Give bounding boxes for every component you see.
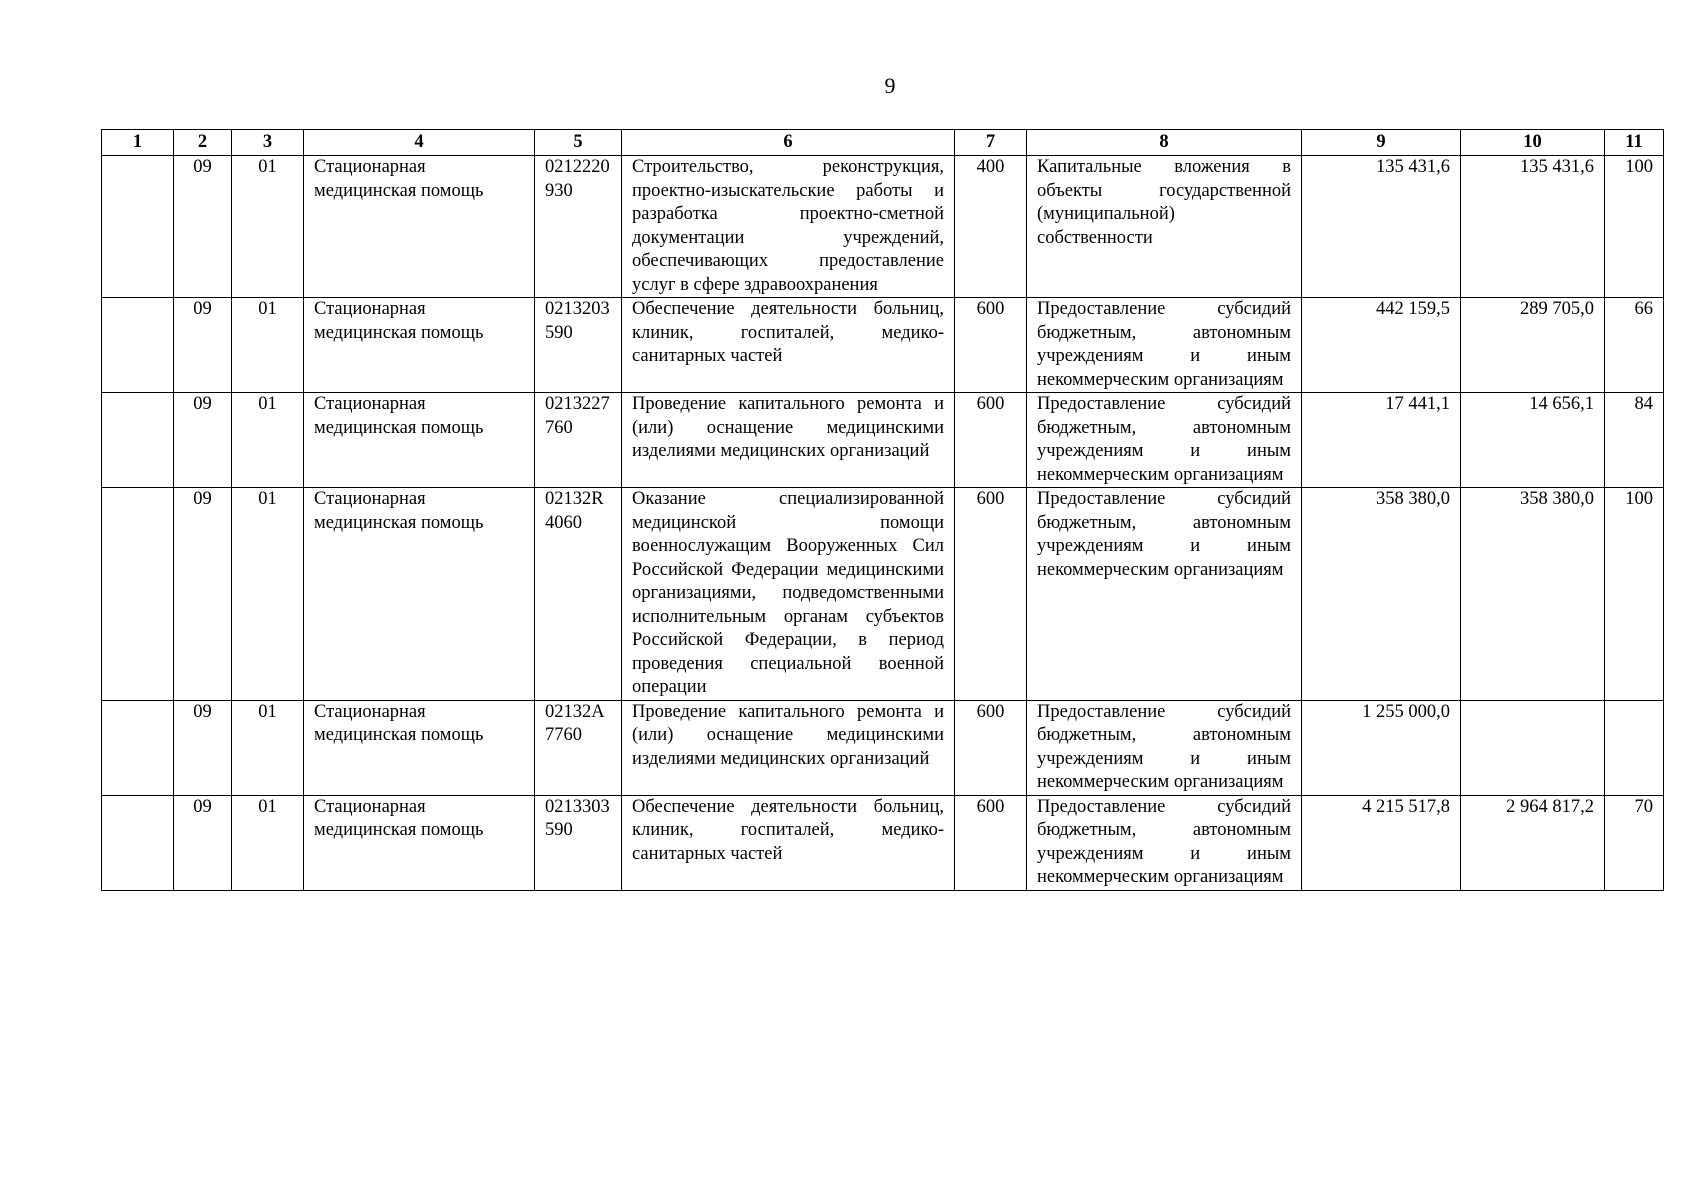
- column-header-7: 7: [955, 130, 1027, 156]
- percent-cell: [1605, 700, 1664, 795]
- column-header-2: 2: [174, 130, 232, 156]
- row-number-cell: [102, 156, 174, 298]
- column-header-8: 8: [1027, 130, 1302, 156]
- expense-type-cell: 600: [955, 795, 1027, 890]
- row-number-cell: [102, 795, 174, 890]
- column-header-1: 1: [102, 130, 174, 156]
- planned-amount-cell: 442 159,5: [1302, 298, 1461, 393]
- planned-amount-cell: 358 380,0: [1302, 488, 1461, 701]
- target-article-name-cell: Строительство, реконструкция, проектно-изыскательские работы и разработка проектно-сметной документации учреждений, обеспечивающих предоставление услуг в сфере здравоохранения: [622, 156, 955, 298]
- subsection-cell: 01: [232, 795, 304, 890]
- subsection-name-cell: Стационарная медицинская помощь: [304, 700, 535, 795]
- target-article-name-cell: Оказание специализированной медицинской помощи военнослужащим Вооруженных Сил Российской Федерации медицинскими организациями, подведомственными исполнительным органам субъектов Российской Федерации, в период проведения специальной военной операции: [622, 488, 955, 701]
- section-cell: 09: [174, 298, 232, 393]
- section-cell: 09: [174, 795, 232, 890]
- expense-type-name-cell: Предоставление субсидий бюджетным, автономным учреждениям и иным некоммерческим организациям: [1027, 393, 1302, 488]
- row-number-cell: [102, 298, 174, 393]
- actual-amount-cell: 2 964 817,2: [1461, 795, 1605, 890]
- table-row: [102, 488, 1664, 701]
- planned-amount-cell: 17 441,1: [1302, 393, 1461, 488]
- percent-cell: 100: [1605, 488, 1664, 701]
- subsection-name-cell: Стационарная медицинская помощь: [304, 156, 535, 298]
- expense-type-cell: 600: [955, 298, 1027, 393]
- expense-type-name-cell: Предоставление субсидий бюджетным, автономным учреждениям и иным некоммерческим организациям: [1027, 700, 1302, 795]
- actual-amount-cell: 135 431,6: [1461, 156, 1605, 298]
- subsection-cell: 01: [232, 700, 304, 795]
- percent-cell: 100: [1605, 156, 1664, 298]
- table-row: [102, 700, 1664, 795]
- actual-amount-cell: 289 705,0: [1461, 298, 1605, 393]
- column-header-3: 3: [232, 130, 304, 156]
- column-header-10: 10: [1461, 130, 1605, 156]
- row-number-cell: [102, 393, 174, 488]
- section-cell: 09: [174, 488, 232, 701]
- row-number-cell: [102, 700, 174, 795]
- expense-type-name-cell: Предоставление субсидий бюджетным, автономным учреждениям и иным некоммерческим организациям: [1027, 298, 1302, 393]
- target-article-cell: 0212220930: [535, 156, 622, 298]
- column-header-9: 9: [1302, 130, 1461, 156]
- actual-amount-cell: [1461, 700, 1605, 795]
- column-header-6: 6: [622, 130, 955, 156]
- column-header-5: 5: [535, 130, 622, 156]
- percent-cell: 70: [1605, 795, 1664, 890]
- page-number: 9: [884, 73, 896, 98]
- target-article-name-cell: Обеспечение деятельности больниц, клиник, госпиталей, медико-санитарных частей: [622, 795, 955, 890]
- subsection-cell: 01: [232, 488, 304, 701]
- planned-amount-cell: 4 215 517,8: [1302, 795, 1461, 890]
- table-row: [102, 298, 1664, 393]
- target-article-name-cell: Проведение капитального ремонта и (или) оснащение медицинскими изделиями медицинских организаций: [622, 700, 955, 795]
- expense-type-name-cell: Предоставление субсидий бюджетным, автономным учреждениям и иным некоммерческим организациям: [1027, 795, 1302, 890]
- column-header-11: 11: [1605, 130, 1664, 156]
- target-article-name-cell: Обеспечение деятельности больниц, клиник, госпиталей, медико-санитарных частей: [622, 298, 955, 393]
- expense-type-name-cell: Капитальные вложения в объекты государственной (муниципальной) собственности: [1027, 156, 1302, 298]
- target-article-name-cell: Проведение капитального ремонта и (или) оснащение медицинскими изделиями медицинских организаций: [622, 393, 955, 488]
- subsection-name-cell: Стационарная медицинская помощь: [304, 795, 535, 890]
- target-article-cell: 0213227760: [535, 393, 622, 488]
- target-article-cell: 0213303590: [535, 795, 622, 890]
- expense-type-cell: 400: [955, 156, 1027, 298]
- expense-type-cell: 600: [955, 393, 1027, 488]
- target-article-cell: 02132A7760: [535, 700, 622, 795]
- row-number-cell: [102, 488, 174, 701]
- subsection-name-cell: Стационарная медицинская помощь: [304, 393, 535, 488]
- subsection-name-cell: Стационарная медицинская помощь: [304, 488, 535, 701]
- table-row: [102, 156, 1664, 298]
- column-header-4: 4: [304, 130, 535, 156]
- expense-type-cell: 600: [955, 488, 1027, 701]
- section-cell: 09: [174, 393, 232, 488]
- table-row: [102, 795, 1664, 890]
- subsection-cell: 01: [232, 156, 304, 298]
- subsection-cell: 01: [232, 298, 304, 393]
- section-cell: 09: [174, 700, 232, 795]
- budget-table: [101, 129, 1664, 891]
- target-article-cell: 02132R4060: [535, 488, 622, 701]
- expense-type-cell: 600: [955, 700, 1027, 795]
- table-header-row: [102, 130, 1664, 156]
- target-article-cell: 0213203590: [535, 298, 622, 393]
- actual-amount-cell: 14 656,1: [1461, 393, 1605, 488]
- section-cell: 09: [174, 156, 232, 298]
- subsection-cell: 01: [232, 393, 304, 488]
- planned-amount-cell: 135 431,6: [1302, 156, 1461, 298]
- percent-cell: 66: [1605, 298, 1664, 393]
- subsection-name-cell: Стационарная медицинская помощь: [304, 298, 535, 393]
- planned-amount-cell: 1 255 000,0: [1302, 700, 1461, 795]
- table-row: [102, 393, 1664, 488]
- percent-cell: 84: [1605, 393, 1664, 488]
- expense-type-name-cell: Предоставление субсидий бюджетным, автономным учреждениям и иным некоммерческим организациям: [1027, 488, 1302, 701]
- actual-amount-cell: 358 380,0: [1461, 488, 1605, 701]
